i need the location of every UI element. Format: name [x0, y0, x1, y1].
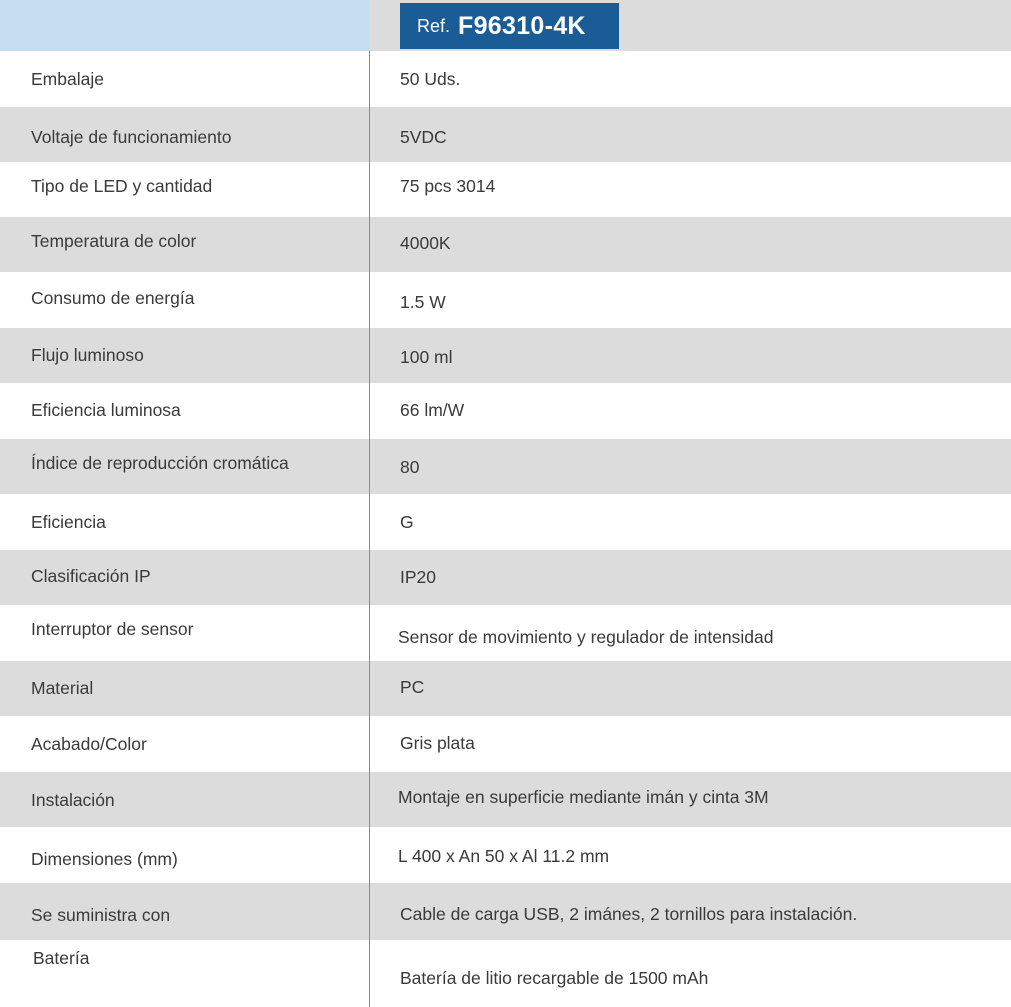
spec-value: L 400 x An 50 x Al 11.2 mm: [398, 846, 610, 866]
spec-label: Temperatura de color: [31, 231, 197, 251]
spec-row-eficiencia-luminosa: [0, 383, 1011, 439]
spec-label: Flujo luminoso: [31, 345, 144, 365]
spec-value: 4000K: [400, 233, 451, 253]
spec-label: Interruptor de sensor: [31, 619, 194, 639]
spec-label: Embalaje: [31, 69, 104, 89]
spec-label: Eficiencia: [31, 512, 106, 532]
spec-row-led: [0, 162, 1011, 217]
spec-value: PC: [400, 677, 425, 697]
spec-value: 100 ml: [400, 347, 453, 367]
spec-label: Eficiencia luminosa: [31, 400, 181, 420]
spec-value: 80: [400, 457, 420, 477]
spec-row-dimensiones: [0, 827, 1011, 883]
ref-prefix: Ref.: [417, 15, 451, 36]
spec-label: Batería: [33, 948, 90, 968]
spec-row-material: [0, 661, 1011, 716]
column-divider: [369, 51, 370, 1007]
spec-row-bateria: [0, 940, 1011, 1007]
spec-label: Tipo de LED y cantidad: [31, 176, 213, 196]
reference-badge: [400, 3, 619, 49]
spec-value: 66 lm/W: [400, 400, 465, 420]
spec-value: Batería de litio recargable de 1500 mAh: [400, 968, 709, 988]
spec-label: Acabado/Color: [31, 734, 147, 754]
spec-label: Dimensiones (mm): [31, 849, 178, 869]
spec-label: Voltaje de funcionamiento: [31, 127, 232, 147]
spec-row-sensor: [0, 605, 1011, 661]
spec-value: Cable de carga USB, 2 imánes, 2 tornillos para instalación.: [400, 904, 858, 924]
spec-value: Montaje en superficie mediante imán y cinta 3M: [398, 787, 769, 807]
spec-row-voltaje: [0, 107, 1011, 162]
spec-row-instalacion: [0, 772, 1011, 827]
spec-row-flujo: [0, 328, 1011, 383]
spec-label: Clasificación IP: [31, 566, 151, 586]
spec-row-suministro: [0, 883, 1011, 940]
spec-value: Gris plata: [400, 733, 475, 753]
spec-label: Índice de reproducción cromática: [31, 453, 289, 473]
spec-label: Consumo de energía: [31, 288, 195, 308]
spec-row-acabado: [0, 716, 1011, 772]
spec-value: Sensor de movimiento y regulador de intensidad: [398, 627, 774, 647]
spec-row-embalaje: [0, 51, 1011, 107]
spec-label: Instalación: [31, 790, 115, 810]
spec-label: Material: [31, 678, 94, 698]
ref-code: F96310-4K: [458, 11, 586, 40]
spec-value: 5VDC: [400, 127, 447, 147]
spec-value: 50 Uds.: [400, 69, 461, 89]
spec-value: IP20: [400, 567, 436, 587]
header-left-band: [0, 0, 369, 51]
spec-value: 1.5 W: [400, 292, 446, 312]
spec-row-eficiencia: [0, 494, 1011, 550]
spec-row-consumo: [0, 272, 1011, 328]
spec-label: Se suministra con: [31, 905, 171, 925]
spec-row-temperatura: [0, 217, 1011, 272]
spec-row-cri: [0, 439, 1011, 494]
spec-value: G: [400, 512, 414, 532]
spec-value: 75 pcs 3014: [400, 176, 496, 196]
spec-header: [0, 0, 1011, 51]
spec-row-ip: [0, 550, 1011, 605]
